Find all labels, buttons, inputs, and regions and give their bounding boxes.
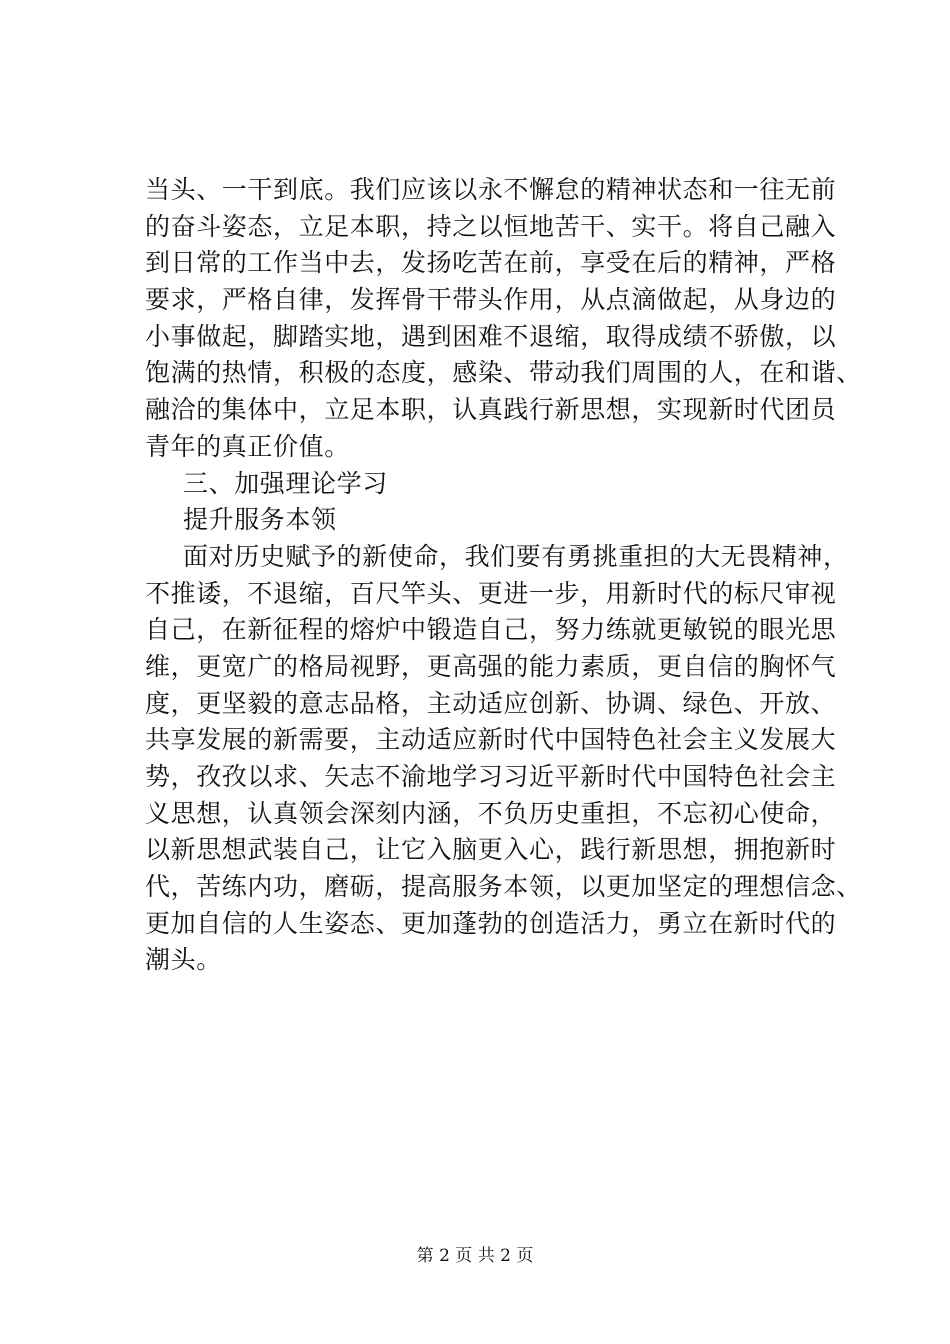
text-line: 青年的真正价值。 (145, 431, 350, 461)
text-line: 要求，严格自律，发挥骨干带头作用，从点滴做起，从身边的 (145, 285, 837, 315)
text-line: 到日常的工作当中去，发扬吃苦在前，享受在后的精神，严格 (145, 248, 837, 278)
document-body (145, 172, 862, 979)
page-number-footer: 第 2 页 共 2 页 (416, 1246, 534, 1266)
text-line: 面对历史赋予的新使命，我们要有勇挑重担的大无畏精神， (183, 541, 849, 571)
section-heading: 三、加强理论学习 (183, 468, 388, 498)
text-line: 当头、一干到底。我们应该以永不懈怠的精神状态和一往无前 (145, 175, 837, 204)
text-line: 饱满的热情，积极的态度，感染、带动我们周围的人，在和谐、 (145, 358, 862, 388)
text-line: 不推诿，不退缩，百尺竿头、更进一步，用新时代的标尺审视 (145, 578, 837, 608)
paragraph (145, 539, 862, 979)
text-line: 以新思想武装自己，让它入脑更入心，践行新思想，拥抱新时 (145, 835, 837, 865)
text-line: 义思想，认真领会深刻内涵，不负历史重担，不忘初心使命， (145, 798, 837, 828)
text-line: 潮头。 (145, 945, 222, 975)
text-line: 自己，在新征程的熔炉中锻造自己，努力练就更敏锐的眼光思 (145, 615, 837, 645)
paragraph-continuation (145, 172, 862, 466)
text-line: 更加自信的人生姿态、更加蓬勃的创造活力，勇立在新时代的 (145, 908, 837, 938)
section-subheading: 提升服务本领 (183, 505, 337, 535)
text-line: 维，更宽广的格局视野，更高强的能力素质，更自信的胸怀气 (145, 651, 837, 681)
text-line: 小事做起，脚踏实地，遇到困难不退缩，取得成绩不骄傲，以 (145, 321, 837, 351)
text-line: 势，孜孜以求、矢志不渝地学习习近平新时代中国特色社会主 (145, 762, 837, 791)
text-line: 的奋斗姿态，立足本职，持之以恒地苦干、实干。将自己融入 (145, 211, 837, 241)
text-line: 度，更坚毅的意志品格，主动适应创新、协调、绿色、开放、 (145, 688, 837, 718)
text-line: 代，苦练内功，磨砺，提高服务本领，以更加坚定的理想信念、 (145, 872, 862, 902)
text-line: 共享发展的新需要，主动适应新时代中国特色社会主义发展大 (145, 725, 837, 755)
text-line: 融洽的集体中，立足本职，认真践行新思想，实现新时代团员 (145, 395, 837, 425)
